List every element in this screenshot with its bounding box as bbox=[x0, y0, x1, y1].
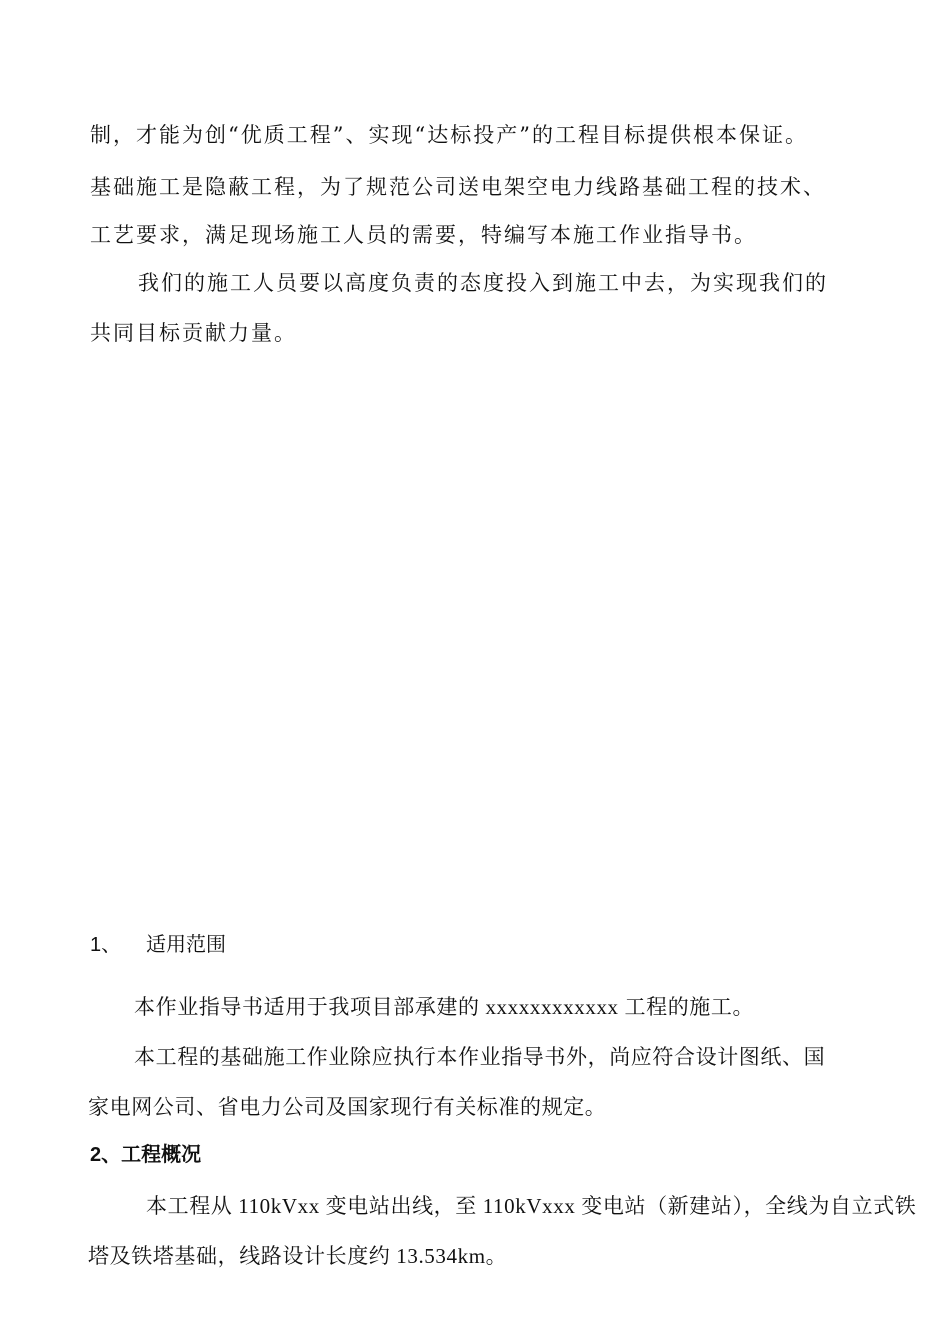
section-1-number: 1、 bbox=[90, 934, 122, 956]
text-line: 本工程的基础施工作业除应执行本作业指导书外，尚应符合设计图纸、国 bbox=[134, 1045, 826, 1069]
section-2-heading: 2、工程概况 bbox=[90, 1144, 202, 1166]
section-1-title: 适用范围 bbox=[146, 934, 226, 956]
text-line: 基础施工是隐蔽工程，为了规范公司送电架空电力线路基础工程的技术、 bbox=[90, 175, 826, 199]
text-line: 共同目标贡献力量。 bbox=[90, 321, 297, 345]
text-line: 家电网公司、省电力公司及国家现行有关标准的规定。 bbox=[88, 1095, 607, 1119]
text-line: 工艺要求，满足现场施工人员的需要，特编写本施工作业指导书。 bbox=[90, 223, 757, 247]
text-line: 制，才能为创“优质工程”、实现“达标投产”的工程目标提供根本保证。 bbox=[90, 123, 808, 147]
text-line: 我们的施工人员要以高度负责的态度投入到施工中去，为实现我们的 bbox=[138, 271, 828, 295]
text-line: 塔及铁塔基础，线路设计长度约 13.534km。 bbox=[88, 1244, 508, 1268]
section-1-heading bbox=[90, 930, 226, 960]
text-line: 本工程从 110kVxx 变电站出线，至 110kVxxx 变电站（新建站），全线为自立式铁 bbox=[146, 1194, 917, 1218]
text-line: 本作业指导书适用于我项目部承建的 xxxxxxxxxxxx 工程的施工。 bbox=[134, 995, 755, 1019]
